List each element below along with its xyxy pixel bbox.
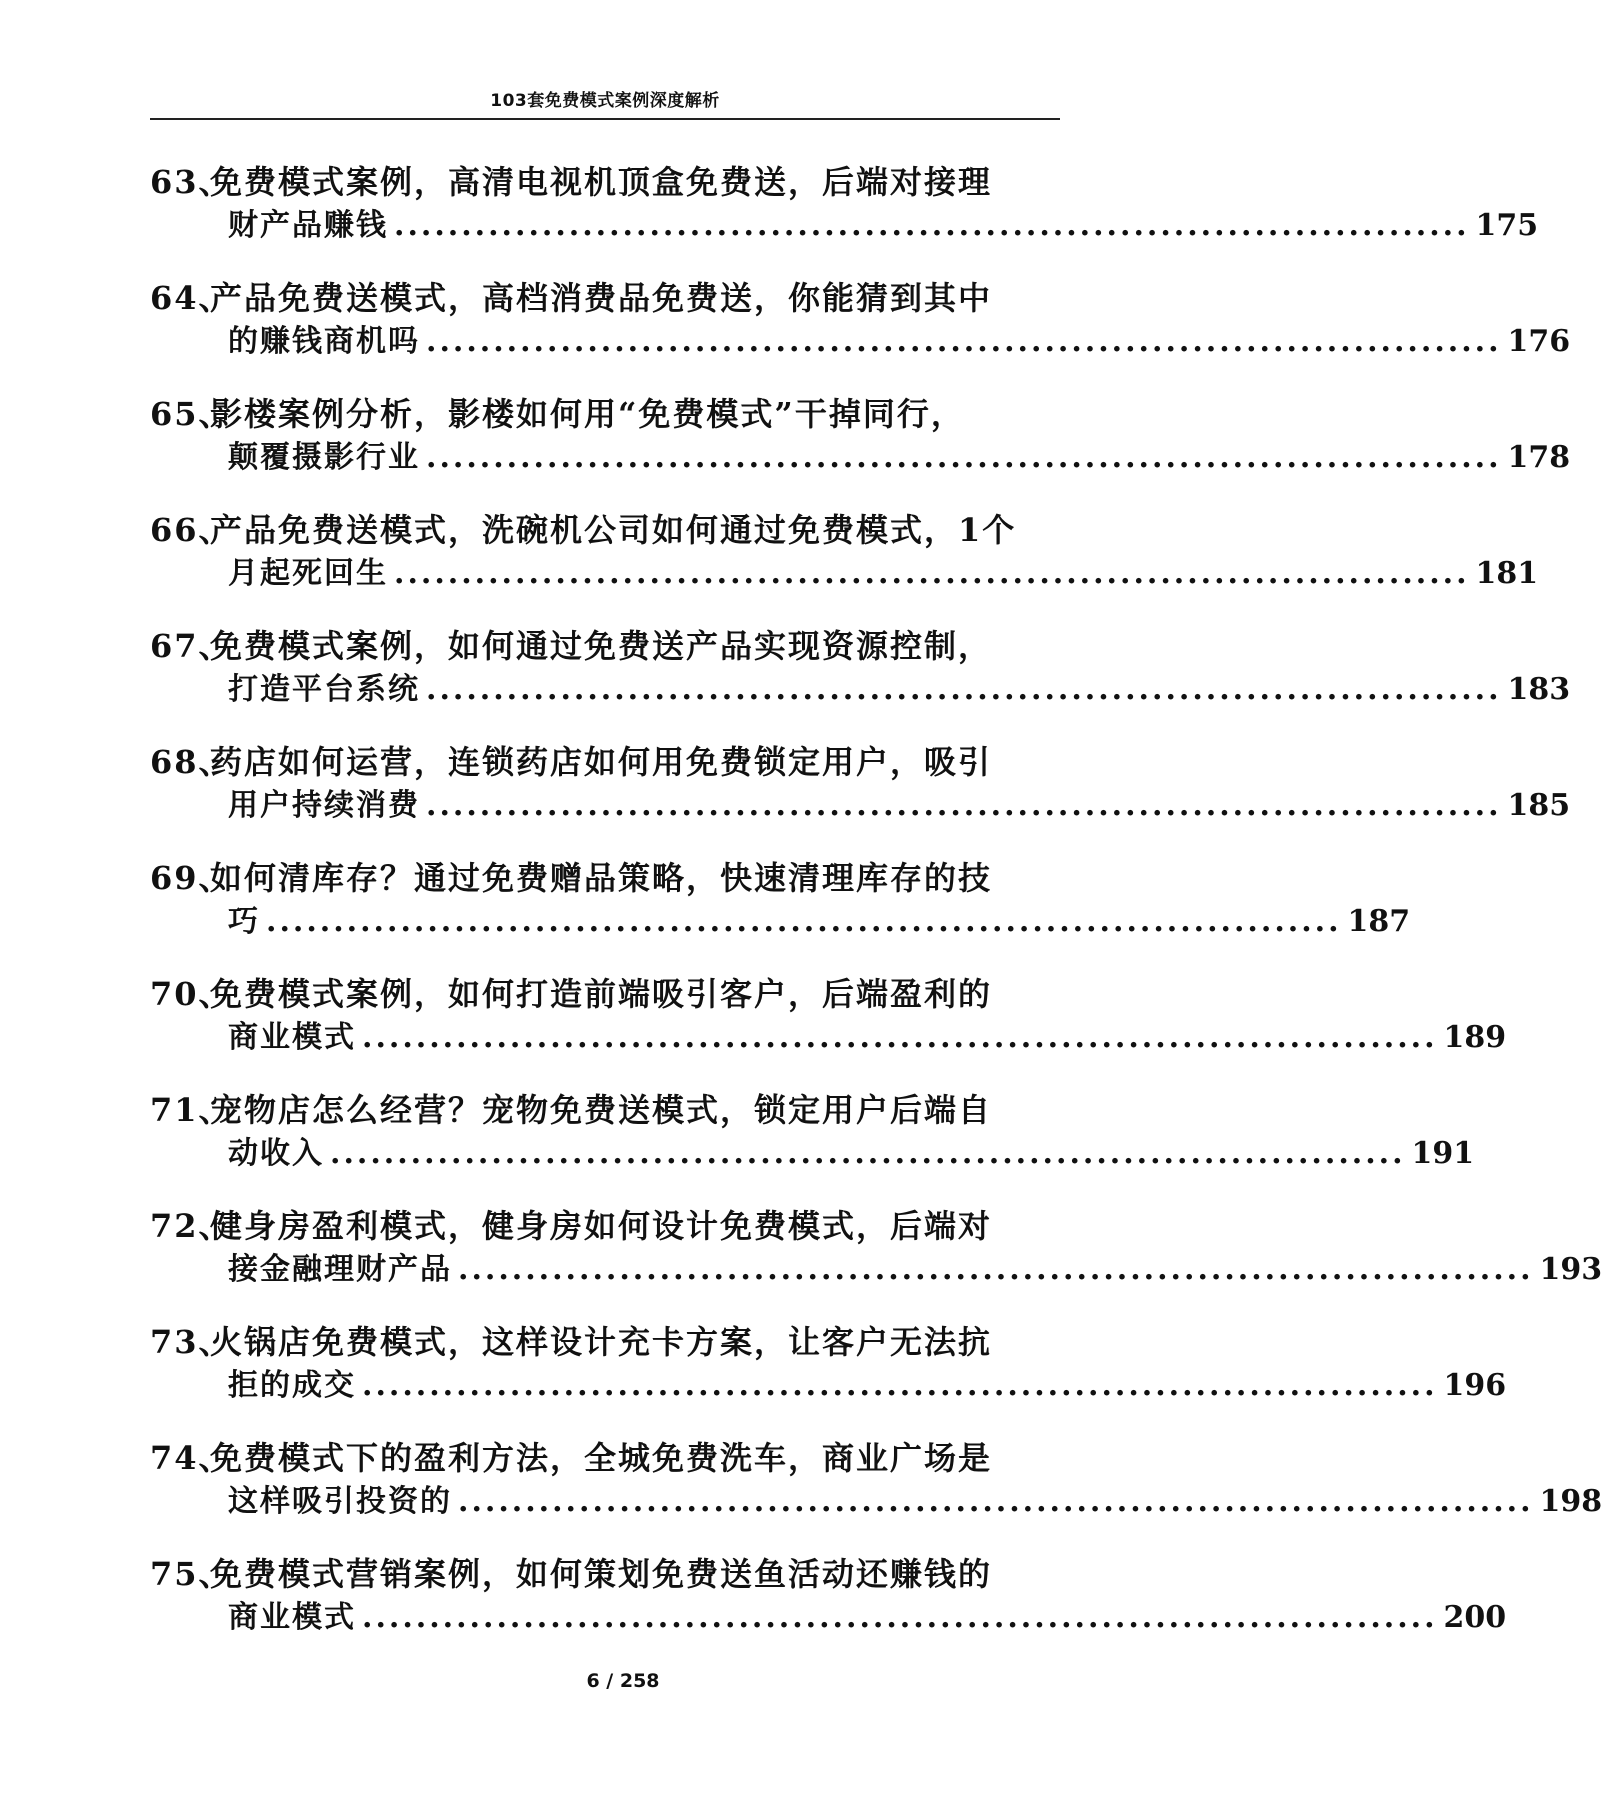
dot-leader: ................................................................................ xyxy=(394,556,1470,591)
toc-entry-continuation-line xyxy=(228,1480,1602,1524)
toc-entry-title-continuation: 的赚钱商机吗 xyxy=(228,324,420,359)
toc-entry-page-number: 193 xyxy=(1539,1252,1602,1287)
toc-entry-title-continuation: 动收入 xyxy=(228,1136,324,1171)
toc-entry-page-number: 189 xyxy=(1443,1020,1507,1055)
toc-entry-page-number: 181 xyxy=(1475,556,1539,591)
toc-entry-page-number: 191 xyxy=(1411,1136,1475,1171)
toc-entry-title: 产品免费送模式，洗碗机公司如何通过免费模式，1个 xyxy=(210,511,1017,549)
toc-entry-page-number: 176 xyxy=(1507,324,1571,359)
toc-entry-title-continuation: 打造平台系统 xyxy=(228,672,420,707)
toc-entry xyxy=(150,972,1507,1088)
toc-entry-continuation-line xyxy=(228,552,1539,596)
toc-entry-number: 65、 xyxy=(150,395,233,433)
toc-entry-title-continuation: 月起死回生 xyxy=(228,556,388,591)
toc-entry-title-line xyxy=(150,1320,1050,1364)
dot-leader: ................................................................................ xyxy=(394,208,1470,243)
toc-entry-title: 免费模式案例，如何通过免费送产品实现资源控制， xyxy=(210,627,993,665)
toc-entry-number: 63、 xyxy=(150,163,233,201)
toc-entry-title-line xyxy=(150,856,1050,900)
toc-entry-title-continuation: 拒的成交 xyxy=(228,1368,356,1403)
dot-leader: ................................................................................ xyxy=(458,1484,1534,1519)
toc-entry-title-continuation: 用户持续消费 xyxy=(228,788,420,823)
toc-entry-title-continuation: 接金融理财产品 xyxy=(228,1252,452,1287)
toc-entry-number: 72、 xyxy=(150,1207,233,1245)
toc-entry-page-number: 175 xyxy=(1475,208,1539,243)
toc-entry-continuation-line xyxy=(228,436,1571,480)
toc-entry-title: 免费模式案例，高清电视机顶盒免费送，后端对接理 xyxy=(210,163,993,201)
dot-leader: ................................................................................ xyxy=(362,1368,1438,1403)
toc-entry-title-line xyxy=(150,1436,1050,1480)
table-of-contents xyxy=(150,160,1602,1668)
toc-entry-continuation-line xyxy=(228,1596,1507,1640)
toc-entry-title: 宠物店怎么经营？宠物免费送模式，锁定用户后端自 xyxy=(210,1091,993,1129)
toc-entry-title-line xyxy=(150,1204,1050,1248)
toc-entry xyxy=(150,624,1571,740)
toc-entry xyxy=(150,508,1539,624)
dot-leader: ................................................................................ xyxy=(266,904,1342,939)
toc-entry-continuation-line xyxy=(228,900,1411,944)
toc-entry-page-number: 187 xyxy=(1347,904,1411,939)
toc-entry-number: 75、 xyxy=(150,1555,233,1593)
toc-entry-title: 火锅店免费模式，这样设计充卡方案，让客户无法抗 xyxy=(210,1323,993,1361)
toc-entry xyxy=(150,1320,1507,1436)
toc-entry xyxy=(150,740,1571,856)
toc-entry-title: 如何清库存？通过免费赠品策略，快速清理库存的技 xyxy=(210,859,993,897)
toc-entry-title: 免费模式营销案例，如何策划免费送鱼活动还赚钱的 xyxy=(210,1555,993,1593)
dot-leader: ................................................................................ xyxy=(426,672,1502,707)
running-header: 103套免费模式案例深度解析 xyxy=(490,91,720,111)
dot-leader: ................................................................................ xyxy=(426,788,1502,823)
toc-entry-title-continuation: 商业模式 xyxy=(228,1600,356,1635)
toc-entry-title: 免费模式案例，如何打造前端吸引客户，后端盈利的 xyxy=(210,975,993,1013)
toc-entry xyxy=(150,1436,1602,1552)
toc-entry-continuation-line xyxy=(228,204,1539,248)
toc-entry-number: 66、 xyxy=(150,511,233,549)
toc-entry-title-continuation: 这样吸引投资的 xyxy=(228,1484,452,1519)
toc-entry-page-number: 178 xyxy=(1507,440,1571,475)
toc-entry-title-line xyxy=(150,276,1050,320)
toc-entry-title-line xyxy=(150,392,1050,436)
toc-entry-title-line xyxy=(150,1552,1050,1596)
dot-leader: ................................................................................ xyxy=(426,324,1502,359)
toc-entry-title-line xyxy=(150,972,1050,1016)
toc-entry-title: 药店如何运营，连锁药店如何用免费锁定用户，吸引 xyxy=(210,743,993,781)
toc-entry-title-continuation: 颠覆摄影行业 xyxy=(228,440,420,475)
toc-entry-title-line xyxy=(150,1088,1050,1132)
toc-entry-title: 健身房盈利模式，健身房如何设计免费模式，后端对 xyxy=(210,1207,993,1245)
toc-entry-title-line xyxy=(150,740,1050,784)
header-rule xyxy=(150,118,1060,120)
toc-entry-page-number: 185 xyxy=(1507,788,1571,823)
toc-entry-continuation-line xyxy=(228,320,1571,364)
toc-entry xyxy=(150,1552,1507,1668)
toc-entry xyxy=(150,1088,1475,1204)
toc-entry-page-number: 200 xyxy=(1443,1600,1507,1635)
toc-entry-title: 免费模式下的盈利方法，全城免费洗车，商业广场是 xyxy=(210,1439,993,1477)
toc-entry-continuation-line xyxy=(228,1364,1507,1408)
dot-leader: ................................................................................ xyxy=(458,1252,1534,1287)
toc-entry-title-line xyxy=(150,508,1050,552)
dot-leader: ................................................................................ xyxy=(362,1600,1438,1635)
toc-entry xyxy=(150,160,1539,276)
toc-entry-title: 产品免费送模式，高档消费品免费送，你能猜到其中 xyxy=(210,279,993,317)
toc-entry-continuation-line xyxy=(228,1016,1507,1060)
dot-leader: ................................................................................ xyxy=(426,440,1502,475)
toc-entry-continuation-line xyxy=(228,668,1571,712)
toc-entry-number: 64、 xyxy=(150,279,233,317)
dot-leader: ................................................................................ xyxy=(362,1020,1438,1055)
toc-entry-title-continuation: 巧 xyxy=(228,904,260,939)
toc-entry-number: 68、 xyxy=(150,743,233,781)
toc-entry-continuation-line xyxy=(228,1248,1602,1292)
toc-entry-page-number: 198 xyxy=(1539,1484,1602,1519)
toc-entry xyxy=(150,276,1571,392)
toc-entry-number: 71、 xyxy=(150,1091,233,1129)
toc-entry-number: 67、 xyxy=(150,627,233,665)
toc-entry-page-number: 183 xyxy=(1507,672,1571,707)
dot-leader: ................................................................................ xyxy=(330,1136,1406,1171)
toc-entry-number: 74、 xyxy=(150,1439,233,1477)
toc-entry-number: 73、 xyxy=(150,1323,233,1361)
page-indicator: 6 / 258 xyxy=(586,1670,660,1692)
toc-entry-number: 69、 xyxy=(150,859,233,897)
toc-entry-title-continuation: 商业模式 xyxy=(228,1020,356,1055)
toc-entry xyxy=(150,392,1571,508)
toc-entry-title-line xyxy=(150,624,1050,668)
toc-entry-number: 70、 xyxy=(150,975,233,1013)
toc-entry xyxy=(150,1204,1602,1320)
toc-entry-title-continuation: 财产品赚钱 xyxy=(228,208,388,243)
toc-entry-title: 影楼案例分析，影楼如何用“免费模式”干掉同行， xyxy=(210,395,965,433)
toc-entry-page-number: 196 xyxy=(1443,1368,1507,1403)
toc-entry-continuation-line xyxy=(228,784,1571,828)
toc-entry xyxy=(150,856,1411,972)
toc-entry-continuation-line xyxy=(228,1132,1475,1176)
toc-entry-title-line xyxy=(150,160,1050,204)
